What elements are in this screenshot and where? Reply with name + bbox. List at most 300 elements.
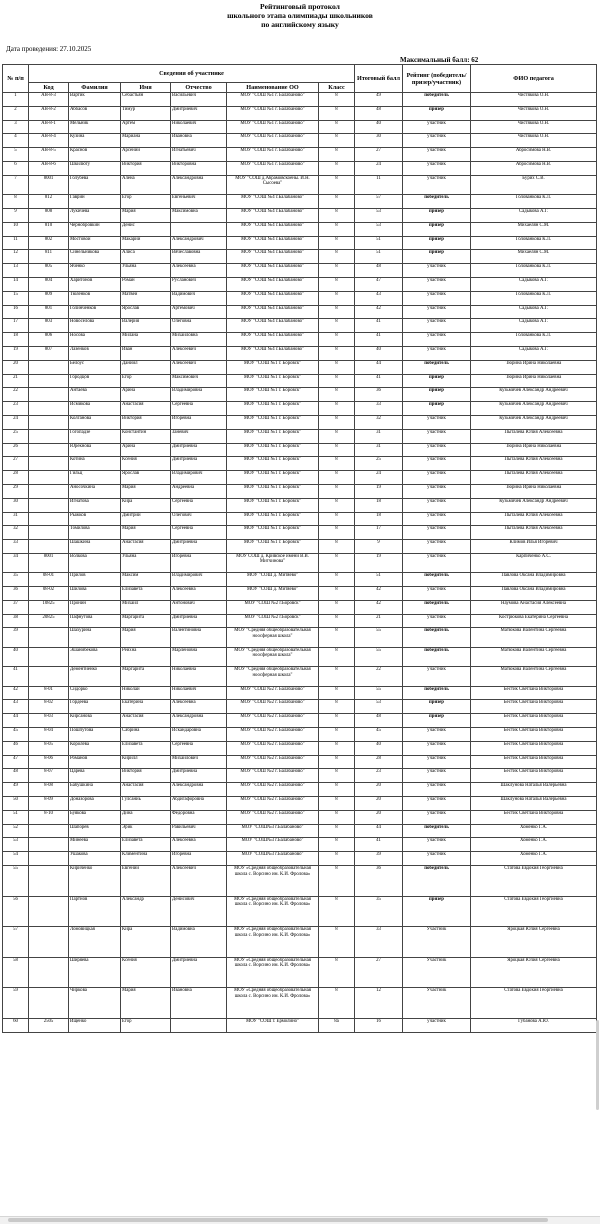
vertical-scrollbar-thumb[interactable] (596, 1020, 599, 1110)
grade-cell[interactable]: 8 (319, 700, 355, 714)
surname-cell[interactable]: Королева (69, 741, 121, 755)
score-cell[interactable]: 19 (355, 553, 403, 572)
score-cell[interactable]: 20 (355, 783, 403, 797)
name-cell[interactable]: Константин (121, 429, 171, 443)
school-cell[interactable]: МОУ "СОШ №4 г.Балабаново" (227, 291, 319, 305)
surname-cell[interactable]: Харитонов (69, 277, 121, 291)
patronymic-cell[interactable]: Михайлович (171, 755, 227, 769)
school-cell[interactable]: МОУ "СОШ №1 г. Балабаново" (227, 161, 319, 175)
grade-cell[interactable]: 8 (319, 305, 355, 319)
grade-cell[interactable]: 8 (319, 471, 355, 485)
rating-cell[interactable]: победитель (403, 573, 471, 587)
rating-cell[interactable]: призер (403, 236, 471, 250)
row-num-cell[interactable]: 10 (3, 222, 29, 236)
name-cell[interactable]: Александр (121, 896, 171, 927)
grade-cell[interactable]: 8 (319, 236, 355, 250)
patronymic-cell[interactable]: Валентиновна (171, 628, 227, 647)
teacher-cell[interactable]: Бестик Светлана Викторовна (471, 700, 597, 714)
score-cell[interactable]: 36 (355, 388, 403, 402)
school-cell[interactable]: МОУ «Средняя общеобразовательная школа с. Ворсино им. К.И. Фролова» (227, 988, 319, 1019)
rating-cell[interactable]: участник (403, 161, 471, 175)
patronymic-cell[interactable]: Русланович (171, 277, 227, 291)
school-cell[interactable]: МОУ СОШ д. Кривское имени В.В. Митчинова" (227, 553, 319, 572)
score-cell[interactable]: 24 (355, 471, 403, 485)
row-num-cell[interactable]: 60 (3, 1018, 29, 1032)
surname-cell[interactable]: Гаврин (69, 195, 121, 209)
grade-cell[interactable]: 8 (319, 628, 355, 647)
surname-cell[interactable]: Дементиенко (69, 667, 121, 686)
code-cell[interactable]: 805 (29, 264, 69, 278)
code-cell[interactable]: 8001 (29, 175, 69, 194)
grade-cell[interactable]: 8 (319, 374, 355, 388)
code-cell[interactable] (29, 628, 69, 647)
name-cell[interactable]: Николай (121, 686, 171, 700)
patronymic-cell[interactable]: Абдигафоровна (171, 797, 227, 811)
patronymic-cell[interactable]: Евгеньевич (171, 195, 227, 209)
row-num-cell[interactable]: 49 (3, 783, 29, 797)
name-cell[interactable]: Арсений (121, 148, 171, 162)
patronymic-cell[interactable]: Марленовна (171, 647, 227, 666)
patronymic-cell[interactable]: Алексеевич (171, 360, 227, 374)
row-num-cell[interactable]: 4 (3, 134, 29, 148)
score-cell[interactable]: 44 (355, 824, 403, 838)
teacher-cell[interactable]: Голованкова К.Л. (471, 195, 597, 209)
name-cell[interactable]: Роман (121, 277, 171, 291)
grade-cell[interactable]: 8 (319, 526, 355, 540)
row-num-cell[interactable]: 25 (3, 429, 29, 443)
school-cell[interactable]: МОУ «Средняя общеобразовательная школа с. Ворсино им. К.И. Фролова» (227, 927, 319, 958)
rating-cell[interactable]: участник (403, 319, 471, 333)
surname-cell[interactable]: Лукичева (69, 208, 121, 222)
code-cell[interactable] (29, 415, 69, 429)
teacher-cell[interactable]: Бестик Светлана Викторовна (471, 755, 597, 769)
grade-cell[interactable]: 8 (319, 195, 355, 209)
teacher-cell[interactable]: Голованкова К.Л. (471, 291, 597, 305)
patronymic-cell[interactable]: Алексеевич (171, 866, 227, 897)
rating-cell[interactable]: участник (403, 291, 471, 305)
rating-cell[interactable]: участник (403, 415, 471, 429)
name-cell[interactable]: Максим (121, 573, 171, 587)
grade-cell[interactable]: 8 (319, 797, 355, 811)
rating-cell[interactable]: призер (403, 106, 471, 120)
school-cell[interactable]: МОУ "СОШ№3 г.Балабаново" (227, 824, 319, 838)
rating-cell[interactable]: победитель (403, 647, 471, 666)
grade-cell[interactable]: 8 (319, 148, 355, 162)
rating-cell[interactable]: победитель (403, 824, 471, 838)
score-cell[interactable]: 48 (355, 714, 403, 728)
row-num-cell[interactable]: 42 (3, 686, 29, 700)
code-cell[interactable]: 802 (29, 236, 69, 250)
school-cell[interactable]: МОУ "СОШ №4 г.Балабаново" (227, 333, 319, 347)
row-num-cell[interactable]: 36 (3, 587, 29, 601)
patronymic-cell[interactable]: Михайловна (171, 333, 227, 347)
code-cell[interactable] (29, 443, 69, 457)
code-cell[interactable]: 08-01 (29, 573, 69, 587)
patronymic-cell[interactable]: Дмитриевна (171, 443, 227, 457)
score-cell[interactable]: 55 (355, 647, 403, 666)
grade-cell[interactable]: 8 (319, 600, 355, 614)
surname-cell[interactable]: Шашкина (69, 540, 121, 554)
teacher-cell[interactable]: Садыкова А.Г. (471, 319, 597, 333)
surname-cell[interactable]: Котина (69, 457, 121, 471)
name-cell[interactable]: Ульяна (121, 264, 171, 278)
name-cell[interactable]: Елизавета (121, 741, 171, 755)
code-cell[interactable] (29, 988, 69, 1019)
score-cell[interactable]: 41 (355, 319, 403, 333)
teacher-cell[interactable]: Хоменко Г.А. (471, 824, 597, 838)
name-cell[interactable]: Елизавета (121, 587, 171, 601)
school-cell[interactable]: МОУ "СОШ №4 г.Балабаново" (227, 346, 319, 360)
rating-cell[interactable]: участник (403, 346, 471, 360)
grade-cell[interactable]: 8 (319, 208, 355, 222)
patronymic-cell[interactable]: Ивановна (171, 988, 227, 1019)
rating-cell[interactable]: участник (403, 769, 471, 783)
score-cell[interactable]: 20 (355, 810, 403, 824)
code-cell[interactable] (29, 429, 69, 443)
school-cell[interactable]: МОУ "СОШ №1 г. Боровск" (227, 429, 319, 443)
school-cell[interactable]: МОУ "СОШ №4 г.Балабаново" (227, 208, 319, 222)
grade-cell[interactable]: 8а (319, 1018, 355, 1032)
row-num-cell[interactable]: 55 (3, 866, 29, 897)
teacher-cell[interactable]: Чистякова О.Н. (471, 93, 597, 107)
name-cell[interactable]: Мария (121, 208, 171, 222)
school-cell[interactable]: МОУ "СОШ №1 г. Боровск" (227, 498, 319, 512)
surname-cell[interactable]: Лазенков (69, 346, 121, 360)
grade-cell[interactable]: 8 (319, 540, 355, 554)
grade-cell[interactable]: 8 (319, 134, 355, 148)
surname-cell[interactable]: Краснов (69, 148, 121, 162)
score-cell[interactable]: 42 (355, 600, 403, 614)
name-cell[interactable]: Арина (121, 443, 171, 457)
code-cell[interactable]: 812 (29, 195, 69, 209)
teacher-cell[interactable]: Михаелян С.М. (471, 250, 597, 264)
score-cell[interactable]: 24 (355, 161, 403, 175)
score-cell[interactable]: 41 (355, 374, 403, 388)
teacher-cell[interactable]: Кузьмичев Александр Андреевич (471, 388, 597, 402)
score-cell[interactable]: 41 (355, 333, 403, 347)
grade-cell[interactable]: 8 (319, 755, 355, 769)
school-cell[interactable]: МОУ "СОШ №1 г. Боровск" (227, 471, 319, 485)
name-cell[interactable]: Егор (121, 1018, 171, 1032)
row-num-cell[interactable]: 56 (3, 896, 29, 927)
rating-cell[interactable]: участник (403, 333, 471, 347)
surname-cell[interactable]: Юрекнова (69, 443, 121, 457)
surname-cell[interactable]: Пронин (69, 600, 121, 614)
patronymic-cell[interactable]: Александровна (171, 175, 227, 194)
patronymic-cell[interactable]: Артёмович (171, 305, 227, 319)
patronymic-cell[interactable]: Сергеевна (171, 526, 227, 540)
code-cell[interactable]: 807 (29, 346, 69, 360)
teacher-cell[interactable]: Бестик Светлана Викторовна (471, 769, 597, 783)
row-num-cell[interactable]: 45 (3, 728, 29, 742)
name-cell[interactable]: Егор (121, 195, 171, 209)
teacher-cell[interactable]: Матюкова Валентина Сергеевна (471, 647, 597, 666)
score-cell[interactable]: 30 (355, 134, 403, 148)
teacher-cell[interactable]: Тюрина Ирина Николаевна (471, 443, 597, 457)
school-cell[interactable]: МОУ "СОШ №1 г. Боровск" (227, 402, 319, 416)
row-num-cell[interactable]: 7 (3, 175, 29, 194)
school-cell[interactable]: МОУ "СОШ №4 г.Балабаново" (227, 305, 319, 319)
row-num-cell[interactable]: 54 (3, 852, 29, 866)
grade-cell[interactable]: 8 (319, 927, 355, 958)
teacher-cell[interactable]: Статова Евдокия Георгиевна (471, 988, 597, 1019)
rating-cell[interactable]: победитель (403, 866, 471, 897)
code-cell[interactable] (29, 498, 69, 512)
patronymic-cell[interactable]: Александрович (171, 236, 227, 250)
surname-cell[interactable]: Эшанибекова (69, 647, 121, 666)
surname-cell[interactable]: Доназорова (69, 797, 121, 811)
patronymic-cell[interactable]: Алексеевна (171, 587, 227, 601)
score-cell[interactable]: 53 (355, 222, 403, 236)
grade-cell[interactable]: 8 (319, 728, 355, 742)
row-num-cell[interactable]: 53 (3, 838, 29, 852)
row-num-cell[interactable]: 27 (3, 457, 29, 471)
grade-cell[interactable]: 8 (319, 810, 355, 824)
name-cell[interactable]: Михаил (121, 600, 171, 614)
code-cell[interactable] (29, 852, 69, 866)
school-cell[interactable]: МОУ "СОШ №2 г. Балабаново" (227, 769, 319, 783)
rating-cell[interactable]: участник (403, 484, 471, 498)
code-cell[interactable] (29, 896, 69, 927)
score-cell[interactable]: 11 (355, 175, 403, 194)
code-cell[interactable] (29, 957, 69, 988)
teacher-cell[interactable]: Климов Илья Игоревич (471, 540, 597, 554)
teacher-cell[interactable]: Павлова Оксана Владимировна (471, 587, 597, 601)
grade-cell[interactable]: 8 (319, 866, 355, 897)
rating-cell[interactable]: призер (403, 250, 471, 264)
name-cell[interactable]: Мария (121, 628, 171, 647)
code-cell[interactable]: 20825 (29, 614, 69, 628)
code-cell[interactable]: 809 (29, 291, 69, 305)
surname-cell[interactable]: Кириченко (69, 866, 121, 897)
code-cell[interactable]: 8-08 (29, 783, 69, 797)
school-cell[interactable]: МОУ "СОШ №4 г.Балабаново" (227, 222, 319, 236)
patronymic-cell[interactable]: Дмитриевна (171, 540, 227, 554)
grade-cell[interactable]: 8 (319, 667, 355, 686)
name-cell[interactable]: Ярослав (121, 471, 171, 485)
teacher-cell[interactable]: Чистякова О.Н. (471, 106, 597, 120)
patronymic-cell[interactable]: Вячеславовна (171, 250, 227, 264)
score-cell[interactable]: 40 (355, 120, 403, 134)
rating-cell[interactable]: участник (403, 443, 471, 457)
patronymic-cell[interactable]: Андреевна (171, 484, 227, 498)
name-cell[interactable]: Даниил (121, 360, 171, 374)
name-cell[interactable]: Ксения (121, 957, 171, 988)
score-cell[interactable]: 18 (355, 512, 403, 526)
rating-cell[interactable]: участник (403, 429, 471, 443)
patronymic-cell[interactable]: Искандаровна (171, 728, 227, 742)
surname-cell[interactable]: Рыжков (69, 512, 121, 526)
teacher-cell[interactable]: Карпиченко А.С. (471, 553, 597, 572)
patronymic-cell[interactable]: Дмитриевна (171, 614, 227, 628)
school-cell[interactable]: МОУ "СОШ д. Митяево" (227, 587, 319, 601)
row-num-cell[interactable]: 57 (3, 927, 29, 958)
grade-cell[interactable]: 8 (319, 957, 355, 988)
grade-cell[interactable]: 8 (319, 250, 355, 264)
code-cell[interactable] (29, 824, 69, 838)
score-cell[interactable]: 53 (355, 700, 403, 714)
school-cell[interactable]: МОУ "СОШ №1 г. Балабаново" (227, 120, 319, 134)
grade-cell[interactable]: 8 (319, 614, 355, 628)
surname-cell[interactable]: Чернобровкин (69, 222, 121, 236)
name-cell[interactable]: Кирилл (121, 755, 171, 769)
code-cell[interactable] (29, 484, 69, 498)
row-num-cell[interactable]: 40 (3, 647, 29, 666)
rating-cell[interactable]: участник (403, 526, 471, 540)
teacher-cell[interactable]: Пыталева Юлия Алексеевна (471, 512, 597, 526)
name-cell[interactable]: Евгений (121, 866, 171, 897)
rating-cell[interactable]: победитель (403, 600, 471, 614)
grade-cell[interactable]: 8 (319, 415, 355, 429)
patronymic-cell[interactable]: Алексеевна (171, 700, 227, 714)
name-cell[interactable]: Рейхна (121, 647, 171, 666)
patronymic-cell[interactable]: Олеговна (171, 319, 227, 333)
grade-cell[interactable]: 8 (319, 161, 355, 175)
code-cell[interactable]: 804 (29, 277, 69, 291)
school-cell[interactable]: МОУ «Средняя общеобразовательная школа с. Ворсино им. К.И. Фролова» (227, 866, 319, 897)
school-cell[interactable]: МОУ "СОШ №4 г.Балабаново" (227, 250, 319, 264)
grade-cell[interactable]: 8 (319, 852, 355, 866)
row-num-cell[interactable]: 47 (3, 755, 29, 769)
row-num-cell[interactable]: 26 (3, 443, 29, 457)
score-cell[interactable]: 16 (355, 1018, 403, 1032)
school-cell[interactable]: МОУ "Средняя общеобразовательная ноосферная школа" (227, 667, 319, 686)
school-cell[interactable]: МОУ "СОШ №2 г. Балабаново" (227, 686, 319, 700)
teacher-cell[interactable]: Садыкова А.Г. (471, 277, 597, 291)
surname-cell[interactable]: Гордеева (69, 700, 121, 714)
rating-cell[interactable]: участник (403, 755, 471, 769)
surname-cell[interactable]: Исмикова (69, 402, 121, 416)
code-cell[interactable]: 810 (29, 222, 69, 236)
school-cell[interactable]: МОУ "СОШ №1 г. Боровск" (227, 388, 319, 402)
school-cell[interactable]: МОУ "СОШ №2 г.Боровск" (227, 614, 319, 628)
grade-cell[interactable]: 8 (319, 222, 355, 236)
grade-cell[interactable]: 8 (319, 686, 355, 700)
name-cell[interactable]: Артем (121, 120, 171, 134)
surname-cell[interactable]: Шкилюту (69, 161, 121, 175)
row-num-cell[interactable]: 1 (3, 93, 29, 107)
name-cell[interactable]: Анастасия (121, 783, 171, 797)
school-cell[interactable]: МОУ "СОШ №1 г. Балабаново" (227, 148, 319, 162)
score-cell[interactable]: 55 (355, 686, 403, 700)
school-cell[interactable]: МОУ "СОШ №1 г. Боровск" (227, 526, 319, 540)
rating-cell[interactable]: призер (403, 222, 471, 236)
rating-cell[interactable]: участник (403, 728, 471, 742)
code-cell[interactable]: АЯ-8-4 (29, 134, 69, 148)
surname-cell[interactable]: Аносочкина (69, 484, 121, 498)
code-cell[interactable]: 8-06 (29, 755, 69, 769)
row-num-cell[interactable]: 52 (3, 824, 29, 838)
code-cell[interactable] (29, 866, 69, 897)
teacher-cell[interactable]: Голованкова К.Л. (471, 264, 597, 278)
grade-cell[interactable]: 8 (319, 512, 355, 526)
name-cell[interactable]: Алиса (121, 250, 171, 264)
surname-cell[interactable]: Томилова (69, 526, 121, 540)
school-cell[interactable]: МОУ "СОШ д. Митяево" (227, 573, 319, 587)
teacher-cell[interactable]: Статова Евдокия Георгиевна (471, 896, 597, 927)
name-cell[interactable]: Анастасия (121, 540, 171, 554)
patronymic-cell[interactable]: Ивановна (171, 134, 227, 148)
score-cell[interactable]: 32 (355, 415, 403, 429)
row-num-cell[interactable]: 30 (3, 498, 29, 512)
code-cell[interactable] (29, 402, 69, 416)
name-cell[interactable]: Дмитрий (121, 512, 171, 526)
surname-cell[interactable]: Минеева (69, 838, 121, 852)
grade-cell[interactable]: 8 (319, 93, 355, 107)
name-cell[interactable]: Мария (121, 988, 171, 1019)
code-cell[interactable]: 803 (29, 319, 69, 333)
score-cell[interactable]: 49 (355, 93, 403, 107)
teacher-cell[interactable]: Кострюкова Екатерина Сергеевна (471, 614, 597, 628)
teacher-cell[interactable]: Хоменко Г.А. (471, 838, 597, 852)
grade-cell[interactable]: 8 (319, 333, 355, 347)
row-num-cell[interactable]: 31 (3, 512, 29, 526)
school-cell[interactable]: МОУ "СОШ №1 г. Боровск" (227, 374, 319, 388)
patronymic-cell[interactable]: Равильевич (171, 824, 227, 838)
code-cell[interactable] (29, 526, 69, 540)
surname-cell[interactable]: Синельникова (69, 250, 121, 264)
teacher-cell[interactable]: Пыталева Юлия Алексеевна (471, 429, 597, 443)
surname-cell[interactable]: Волкова (69, 553, 121, 572)
code-cell[interactable]: АЯ-8-6 (29, 161, 69, 175)
rating-cell[interactable]: Участник (403, 927, 471, 958)
surname-cell[interactable]: Новоселова (69, 319, 121, 333)
name-cell[interactable]: Кира (121, 927, 171, 958)
score-cell[interactable]: 25 (355, 457, 403, 471)
rating-cell[interactable]: участник (403, 553, 471, 572)
patronymic-cell[interactable]: Заневич (171, 429, 227, 443)
row-num-cell[interactable]: 23 (3, 402, 29, 416)
surname-cell[interactable]: Пошпутова (69, 728, 121, 742)
score-cell[interactable]: 17 (355, 526, 403, 540)
code-cell[interactable] (29, 838, 69, 852)
name-cell[interactable]: Виктория (121, 415, 171, 429)
grade-cell[interactable]: 8 (319, 838, 355, 852)
row-num-cell[interactable]: 39 (3, 628, 29, 647)
surname-cell[interactable]: Шапорев (69, 824, 121, 838)
school-cell[interactable]: МОУ "СОШ №2 г.Боровск" (227, 600, 319, 614)
patronymic-cell[interactable] (171, 222, 227, 236)
rating-cell[interactable]: победитель (403, 686, 471, 700)
teacher-cell[interactable]: Хоменко Г.А. (471, 852, 597, 866)
grade-cell[interactable]: 8 (319, 484, 355, 498)
code-cell[interactable]: 2505 (29, 1018, 69, 1032)
rating-cell[interactable]: участник (403, 783, 471, 797)
name-cell[interactable]: Екатерина (121, 700, 171, 714)
code-cell[interactable]: 808 (29, 208, 69, 222)
score-cell[interactable]: 40 (355, 346, 403, 360)
score-cell[interactable]: 53 (355, 208, 403, 222)
school-cell[interactable]: МОУ "СОШ №1 г. Боровск" (227, 415, 319, 429)
teacher-cell[interactable]: Садыкова А.Г. (471, 305, 597, 319)
patronymic-cell[interactable]: Алексеевич (171, 346, 227, 360)
school-cell[interactable]: МОУ «Средняя общеобразовательная школа с. Ворсино им. К.И. Фролова» (227, 957, 319, 988)
name-cell[interactable]: Себастьян (121, 93, 171, 107)
score-cell[interactable]: 45 (355, 728, 403, 742)
name-cell[interactable]: Дина (121, 810, 171, 824)
row-num-cell[interactable]: 37 (3, 600, 29, 614)
patronymic-cell[interactable]: Дмитриевна (171, 769, 227, 783)
code-cell[interactable]: 8-05 (29, 741, 69, 755)
surname-cell[interactable]: Гильц (69, 471, 121, 485)
patronymic-cell[interactable]: Федоровна (171, 810, 227, 824)
surname-cell[interactable]: Шахурина (69, 628, 121, 647)
surname-cell[interactable]: Пафнутова (69, 614, 121, 628)
patronymic-cell[interactable]: Николаевич (171, 120, 227, 134)
row-num-cell[interactable]: 9 (3, 208, 29, 222)
grade-cell[interactable]: 8 (319, 988, 355, 1019)
teacher-cell[interactable]: Шаклунова Наталья Валерьевна (471, 797, 597, 811)
